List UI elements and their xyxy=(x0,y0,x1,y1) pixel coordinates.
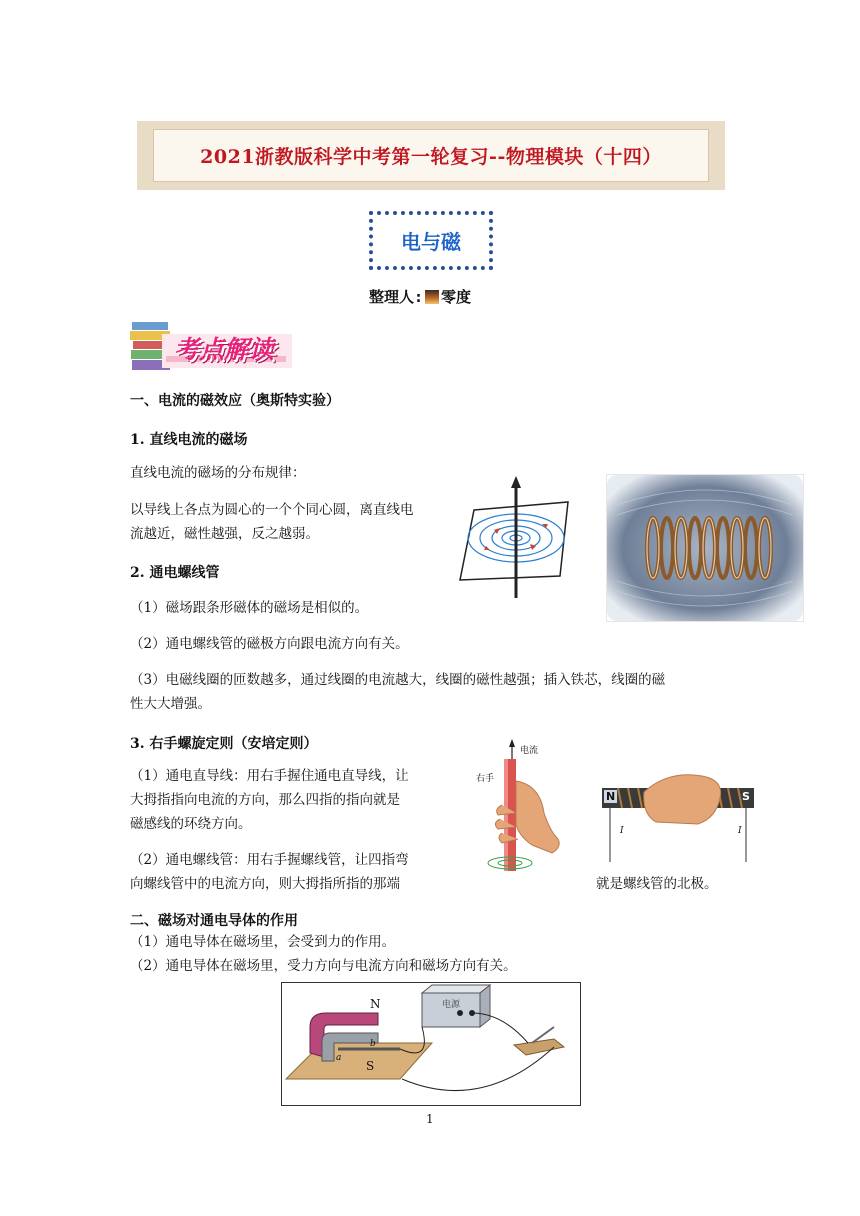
conductor-force-figure xyxy=(281,982,581,1106)
sub2-item1: （1）磁场跟条形磁体的磁场是相似的。 xyxy=(130,600,369,616)
sub2-heading: 2. 通电螺线管 xyxy=(130,565,220,581)
label-a: a xyxy=(336,1053,342,1063)
sub3-item2a: （2）通电螺线管：用右手握螺线管，让四指弯 xyxy=(130,852,409,868)
subtitle-box xyxy=(369,211,493,270)
sub1-heading: 1. 直线电流的磁场 xyxy=(130,432,248,448)
label-b: b xyxy=(370,1039,376,1049)
sub3-heading: 3. 右手螺旋定则（安培定则） xyxy=(130,736,318,752)
subtitle: 电与磁 xyxy=(401,230,461,254)
author-label: 整理人: xyxy=(369,288,424,306)
hand-wire-drawing xyxy=(462,735,580,875)
label-current-right: I xyxy=(738,826,742,836)
section2-item2: （2）通电导体在磁场里，受力方向与电流方向和磁场方向有关。 xyxy=(130,958,517,974)
sub3-item2c: 就是螺线管的北极。 xyxy=(596,876,718,892)
hand-solenoid-drawing xyxy=(598,770,758,866)
document-title: 2021浙教版科学中考第一轮复习--物理模块（十四） xyxy=(200,146,662,168)
label-north: N xyxy=(370,997,381,1011)
sub3-item1c: 磁感线的环绕方向。 xyxy=(130,816,252,832)
solenoid-iron-filings-figure xyxy=(606,474,804,622)
label-south: S xyxy=(742,790,750,803)
author-name: 零度 xyxy=(441,288,472,306)
label-right-hand: 右手 xyxy=(476,774,495,784)
sub2-item3a: （3）电磁线圈的匝数越多，通过线圈的电流越大，线圈的磁性越强；插入铁芯，线圈的磁 xyxy=(130,672,666,688)
label-power-supply: 电源 xyxy=(442,1000,461,1010)
conductor-force-drawing xyxy=(282,983,580,1105)
label-south: S xyxy=(366,1059,375,1073)
sub3-item1a: （1）通电直导线：用右手握住通电直导线，让 xyxy=(130,768,409,784)
section2-item1: （1）通电导体在磁场里，会受到力的作用。 xyxy=(130,934,396,950)
badge-text: 考点解读 xyxy=(174,335,275,364)
sunset-icon xyxy=(425,290,439,304)
sub2-item2: （2）通电螺线管的磁极方向跟电流方向有关。 xyxy=(130,636,409,652)
label-north: N xyxy=(606,790,616,803)
right-hand-solenoid-figure xyxy=(598,770,758,866)
sub3-item2b: 向螺线管中的电流方向，则大拇指所指的那端 xyxy=(130,876,400,892)
right-hand-wire-figure xyxy=(462,735,580,875)
key-points-badge xyxy=(130,318,300,376)
title-banner-inner xyxy=(153,129,709,182)
section1-heading: 一、电流的磁效应（奥斯特实验） xyxy=(130,393,340,409)
sub3-item1b: 大拇指指向电流的方向，那么四指的指向就是 xyxy=(130,792,400,808)
label-current-left: I xyxy=(620,826,624,836)
title-banner xyxy=(137,121,725,190)
section2-heading: 二、磁场对通电导体的作用 xyxy=(130,913,298,929)
author-line xyxy=(369,286,471,307)
sub1-line1: 直线电流的磁场的分布规律： xyxy=(130,465,306,481)
sub1-line3: 流越近，磁性越强，反之越弱。 xyxy=(130,526,319,542)
straight-wire-field-figure xyxy=(456,464,570,600)
sub1-line2: 以导线上各点为圆心的一个个同心圆，离直线电 xyxy=(130,502,414,518)
label-current: 电流 xyxy=(520,746,539,756)
sub2-item3b: 性大大增强。 xyxy=(130,696,211,712)
page-number: 1 xyxy=(426,1112,434,1126)
